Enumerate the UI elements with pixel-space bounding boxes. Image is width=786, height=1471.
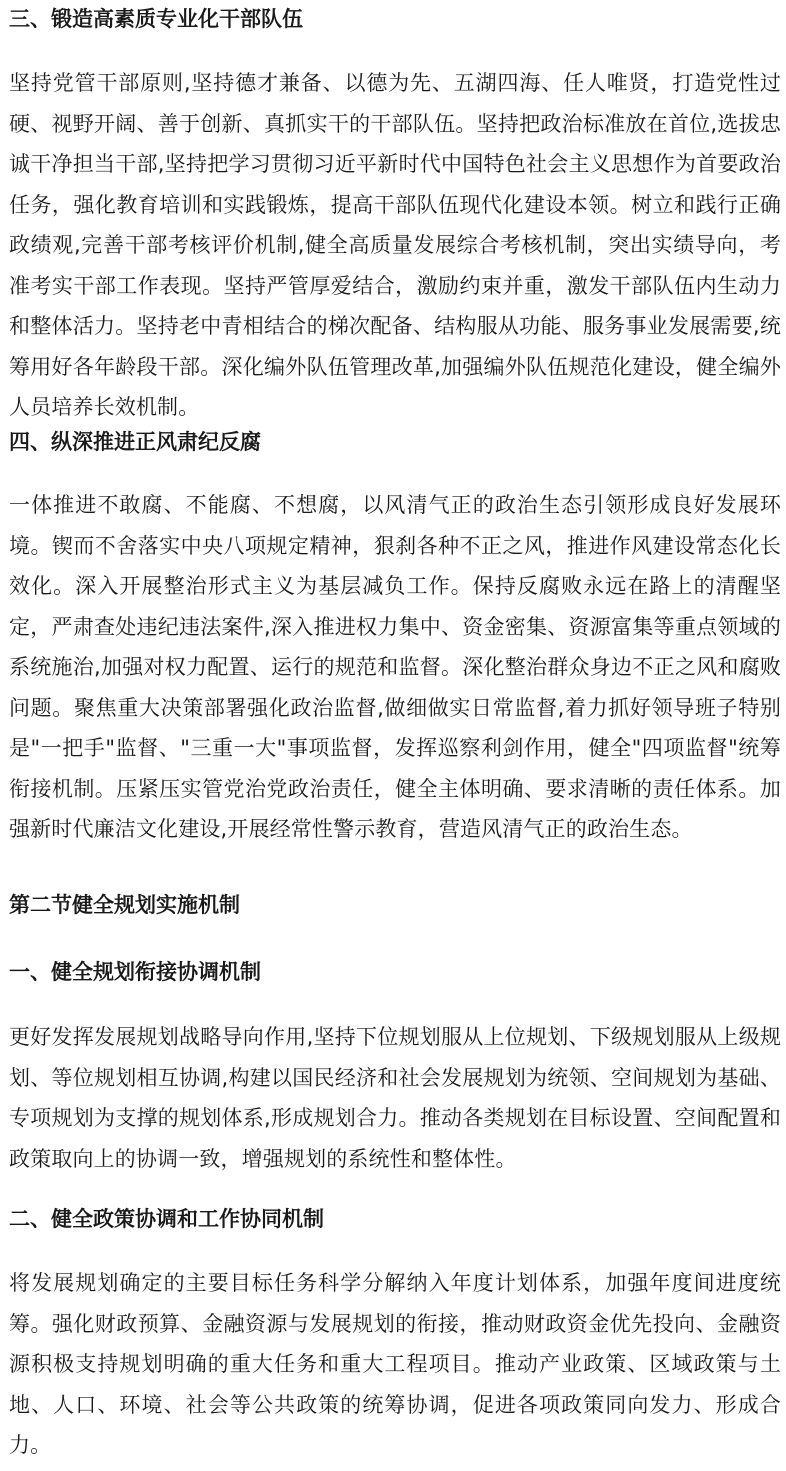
section-paragraph-4: 一体推进不敢腐、不能腐、不想腐，以风清气正的政治生态引领形成良好发展环境。锲而不舍落实中央八项规定精神，狠刹各种不正之风，推进作风建设常态化长效化。深入开展整治形式主义为基层减负工作。保持反腐败永远在路上的清醒坚定，严肃查处违纪违法案件,深入推进权力集中、资金密集、资源富集等重点领域的系统施治,加强对权力配置、运行的规范和监督。深化整治群众身边不正之风和腐败问题。聚焦重大决策部署强化政治监督,做细做实日常监督,着力抓好领导班子特别是"一把手"监督、"三重一大"事项监督，发挥巡察利剑作用，健全"四项监督"统筹衔接机制。压紧压实管党治党政治责任，健全主体明确、要求清晰的责任体系。加强新时代廉洁文化建设,开展经常性警示教育，营造风清气正的政治生态。: [9, 493, 781, 841]
subsection-paragraph-2: 将发展规划确定的主要目标任务科学分解纳入年度计划体系，加强年度间进度统筹。强化财政预算、金融资源与发展规划的衔接，推动财政资金优先投向、金融资源积极支持规划明确的重大任务和重大工程项目。推动产业政策、区域政策与土地、人口、环境、社会等公共政策的统筹协调，促进各项政策同向发力、形成合力。: [9, 1271, 781, 1457]
section-heading-4: 四、纵深推进正风肃纪反腐: [9, 430, 261, 454]
chapter-heading: 第二节健全规划实施机制: [9, 893, 240, 917]
subsection-heading-2: 二、健全政策协调和工作协同机制: [9, 1207, 324, 1231]
section-heading-3: 三、锻造高素质专业化干部队伍: [9, 7, 303, 31]
section-paragraph-3: 坚持党管干部原则,坚持德才兼备、以德为先、五湖四海、任人唯贤，打造党性过硬、视野开阔、善于创新、真抓实干的干部队伍。坚持把政治标准放在首位,选拔忠诚干净担当干部,坚持把学习贯彻习近平新时代中国特色社会主义思想作为首要政治任务，强化教育培训和实践锻炼，提高干部队伍现代化建设本领。树立和践行正确政绩观,完善干部考核评价机制,健全高质量发展综合考核机制，突出实绩导向，考准考实干部工作表现。坚持严管厚爱结合，激励约束并重，激发干部队伍内生动力和整体活力。坚持老中青相结合的梯次配备、结构服从功能、服务事业发展需要,统筹用好各年龄段干部。深化编外队伍管理改革,加强编外队伍规范化建设，健全编外人员培养长效机制。: [9, 71, 781, 419]
subsection-heading-1: 一、健全规划衔接协调机制: [9, 960, 261, 984]
subsection-paragraph-1: 更好发挥发展规划战略导向作用,坚持下位规划服从上位规划、下级规划服从上级规划、等位规划相互协调,构建以国民经济和社会发展规划为统领、空间规划为基础、专项规划为支撑的规划体系,形成规划合力。推动各类规划在目标设置、空间配置和政策取向上的协调一致，增强规划的系统性和整体性。: [9, 1025, 781, 1171]
